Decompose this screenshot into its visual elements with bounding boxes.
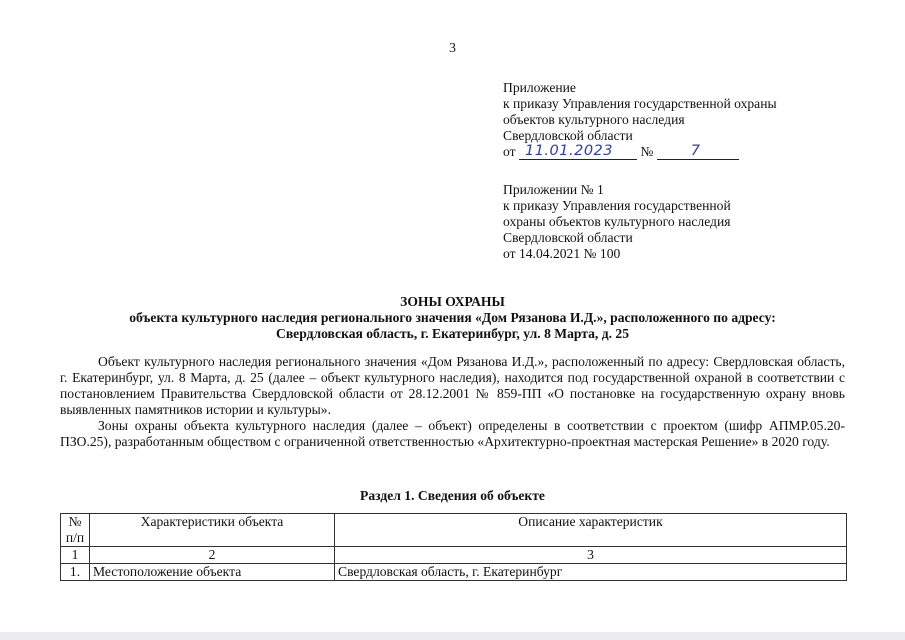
number-field	[657, 144, 739, 160]
appendix-line: Свердловской области	[503, 128, 633, 143]
characteristic-cell: Местоположение объекта	[90, 564, 335, 581]
appendix-line: к приказу Управления государственной охраны	[503, 96, 777, 111]
appendix-line: от 14.04.2021 № 100	[503, 246, 621, 261]
appendix-line: охраны объектов культурного наследия	[503, 214, 731, 229]
appendix-date-line	[503, 144, 843, 160]
number-label: №	[640, 144, 654, 159]
document-title	[60, 294, 845, 342]
handwritten-number: 7	[690, 143, 701, 159]
table-row	[61, 564, 847, 581]
appendix-line: объектов культурного наследия	[503, 112, 685, 127]
numbering-cell: 1	[61, 547, 90, 564]
appendix-line: к приказу Управления государственной	[503, 198, 731, 213]
section-title: Раздел 1. Сведения об объекте	[360, 488, 545, 503]
appendix-line: Приложение	[503, 80, 576, 95]
appendix-line: Приложении № 1	[503, 182, 604, 197]
page-bottom-edge	[0, 632, 905, 640]
date-field	[519, 144, 637, 160]
page-number: 3	[449, 40, 456, 55]
appendix-current	[503, 80, 843, 160]
header-cell: Характеристики объекта	[90, 514, 335, 547]
appendix-line: Свердловской области	[503, 230, 633, 245]
object-info-table	[60, 513, 847, 581]
header-cell: Описание характеристик	[335, 514, 847, 547]
description-cell: Свердловская область, г. Екатеринбург	[335, 564, 847, 581]
table-numbering-row	[61, 547, 847, 564]
paragraph: Объект культурного наследия регионального значения «Дом Рязанова И.Д.», расположенный по адресу: Свердловская область, г. Екатеринбург, ул. 8 Марта, д. 25 (далее – объект культурного наследия), находится под государственной охраной в соответствии с постановлением Правительства Свердловской области от 28.12.2001 № 859-ПП «О постановке на государственную охрану вновь выявленных памятников истории и культуры».	[60, 354, 845, 417]
date-prefix: от	[503, 144, 516, 159]
appendix-previous	[503, 182, 843, 262]
row-number-cell: 1.	[61, 564, 90, 581]
title-line: Свердловская область, г. Екатеринбург, ул. 8 Марта, д. 25	[276, 326, 629, 341]
handwritten-date: 11.01.2023	[524, 143, 613, 159]
title-line: ЗОНЫ ОХРАНЫ	[400, 294, 505, 309]
numbering-cell: 3	[335, 547, 847, 564]
body-text	[60, 354, 845, 450]
header-cell: № п/п	[61, 514, 90, 547]
title-line: объекта культурного наследия регионального значения «Дом Рязанова И.Д.», расположенного по адресу:	[129, 310, 776, 325]
paragraph: Зоны охраны объекта культурного наследия (далее – объект) определены в соответствии с проектом (шифр АПМР.05.20-ПЗО.25), разработанным обществом с ограниченной ответственностью «Архитектурно-проектная мастерская Решение» в 2020 году.	[60, 418, 845, 449]
numbering-cell: 2	[90, 547, 335, 564]
table-header-row	[61, 514, 847, 547]
